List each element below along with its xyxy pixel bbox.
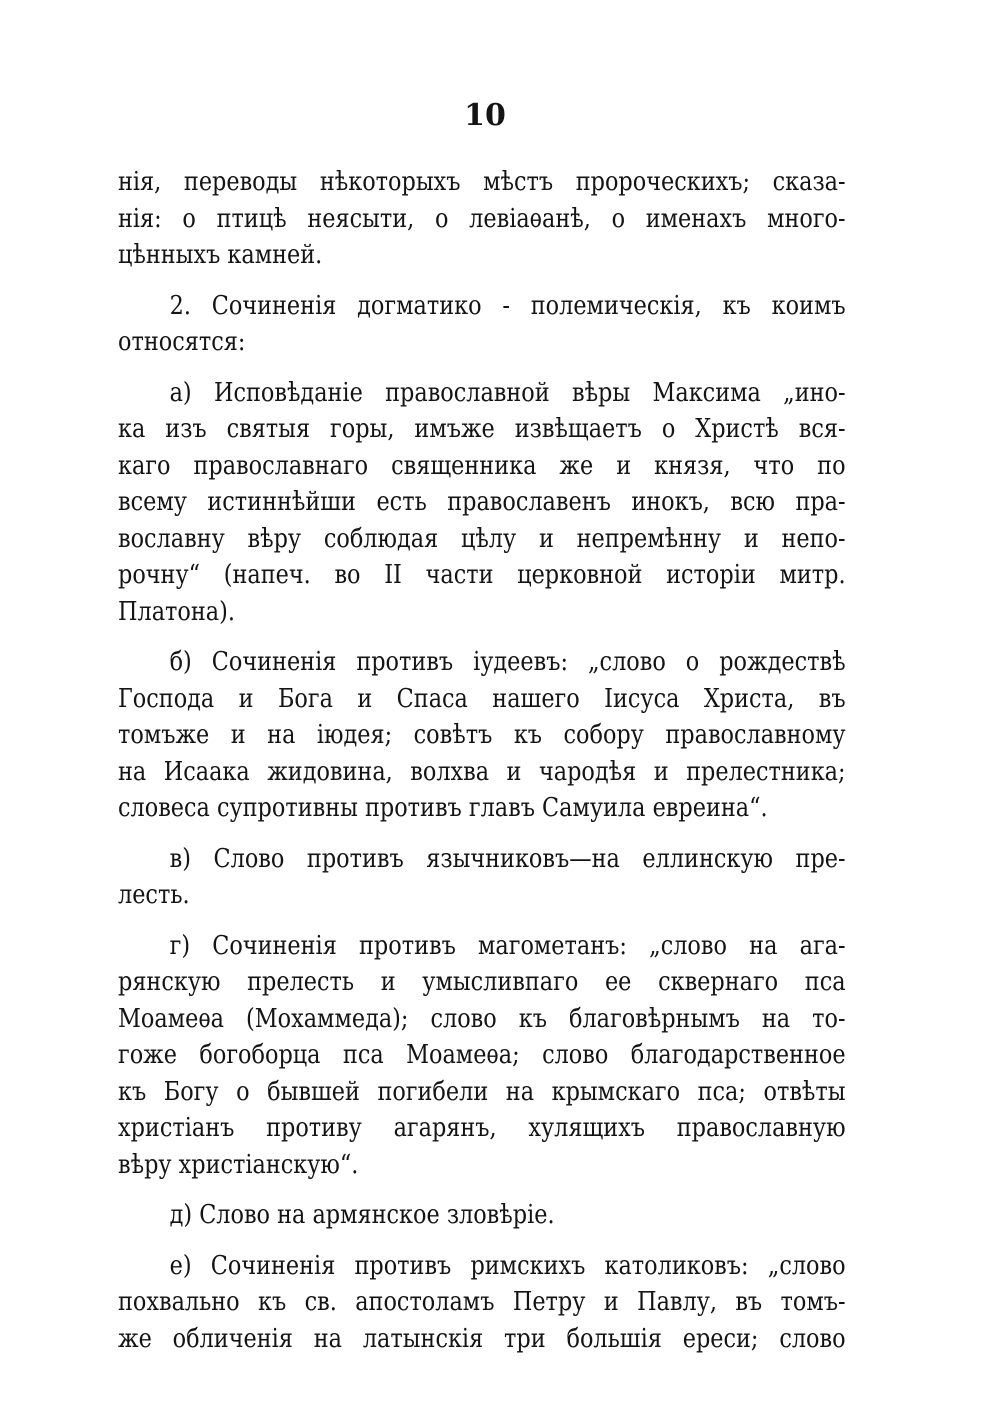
text-line: словеса супротивны противъ главъ Самуила евреина“.	[118, 793, 768, 823]
text-line: нія, переводы нѣкоторыхъ мѣстъ пророческихъ; сказа-	[118, 167, 846, 197]
paragraph-item-a	[118, 375, 846, 631]
text-line: е) Сочиненія противъ римскихъ католиковъ: „слово	[169, 1250, 846, 1281]
book-page	[118, 88, 846, 1371]
page-number: 10	[464, 98, 506, 133]
text-line: похвально къ св. апостоламъ Петру и Павлу, въ томъ-	[118, 1287, 846, 1317]
text-line: относятся:	[118, 327, 246, 357]
text-line: б) Сочиненія противъ іудеевъ: „слово о рождествѣ	[169, 647, 846, 677]
paragraph-item-d	[118, 1197, 846, 1234]
paragraph-intro-continuation	[118, 164, 846, 274]
paragraph-item-b	[118, 644, 846, 827]
text-line: в) Слово противъ язычниковъ—на еллинскую пре-	[169, 843, 846, 874]
text-line: Платона).	[118, 596, 235, 627]
paragraph-item-g	[118, 928, 846, 1184]
text-line: вославну вѣру соблюдая цѣлу и непремѣнну и непо-	[118, 523, 846, 554]
text-line: д) Слово на армянское зловѣріе.	[169, 1200, 555, 1230]
text-line: а) Исповѣданіе православной вѣры Максима „ино-	[169, 377, 846, 408]
text-line: каго православнаго священника же и князя, что по	[118, 450, 846, 481]
text-line: вѣру христіанскую“.	[118, 1149, 359, 1180]
text-line: Моамеѳа (Мохаммеда); слово къ благовѣрнымъ на то-	[118, 1003, 846, 1034]
text-line: г) Сочиненія противъ магометанъ: „слово на ага-	[169, 930, 846, 961]
text-line: ка изъ святыя горы, имъже извѣщаетъ о Христѣ вся-	[118, 414, 846, 444]
text-line: гоже богоборца пса Моамеѳа; слово благодарственное	[118, 1040, 846, 1070]
text-line: христіанъ противу агарянъ, хулящихъ православную	[118, 1113, 846, 1143]
text-line: лесть.	[118, 880, 190, 910]
text-line: на Исаака жидовина, волхва и чародѣя и прелестника;	[118, 756, 846, 787]
text-line: томъже и на іюдея; совѣтъ къ собору православному	[118, 720, 846, 750]
text-line: цѣнныхъ камней.	[118, 240, 323, 270]
text-line: всему истиннѣйши есть православенъ инокъ, всю пра-	[118, 487, 846, 517]
text-line: нія: о птицѣ неясыти, о левіаѳанѣ, о именахъ много-	[118, 203, 846, 234]
text-line: рочну“ (напеч. во II части церковной исторіи митр.	[118, 560, 846, 590]
text-line: Господа и Бога и Спаса нашего Іисуса Христа, въ	[118, 683, 846, 714]
paragraph-item-e	[118, 1248, 846, 1358]
text-line: 2. Сочиненія догматико - полемическія, къ коимъ	[169, 290, 846, 321]
text-line: рянскую прелесть и умысливпаго ее сквернаго пса	[118, 967, 846, 997]
text-line: къ Богу о бывшей погибели на крымскаго пса; отвѣты	[118, 1076, 846, 1107]
paragraph-item-v	[118, 841, 846, 914]
text-line: же обличенія на латынскія три большія ереси; слово	[118, 1323, 846, 1354]
paragraph-section-2	[118, 288, 846, 361]
